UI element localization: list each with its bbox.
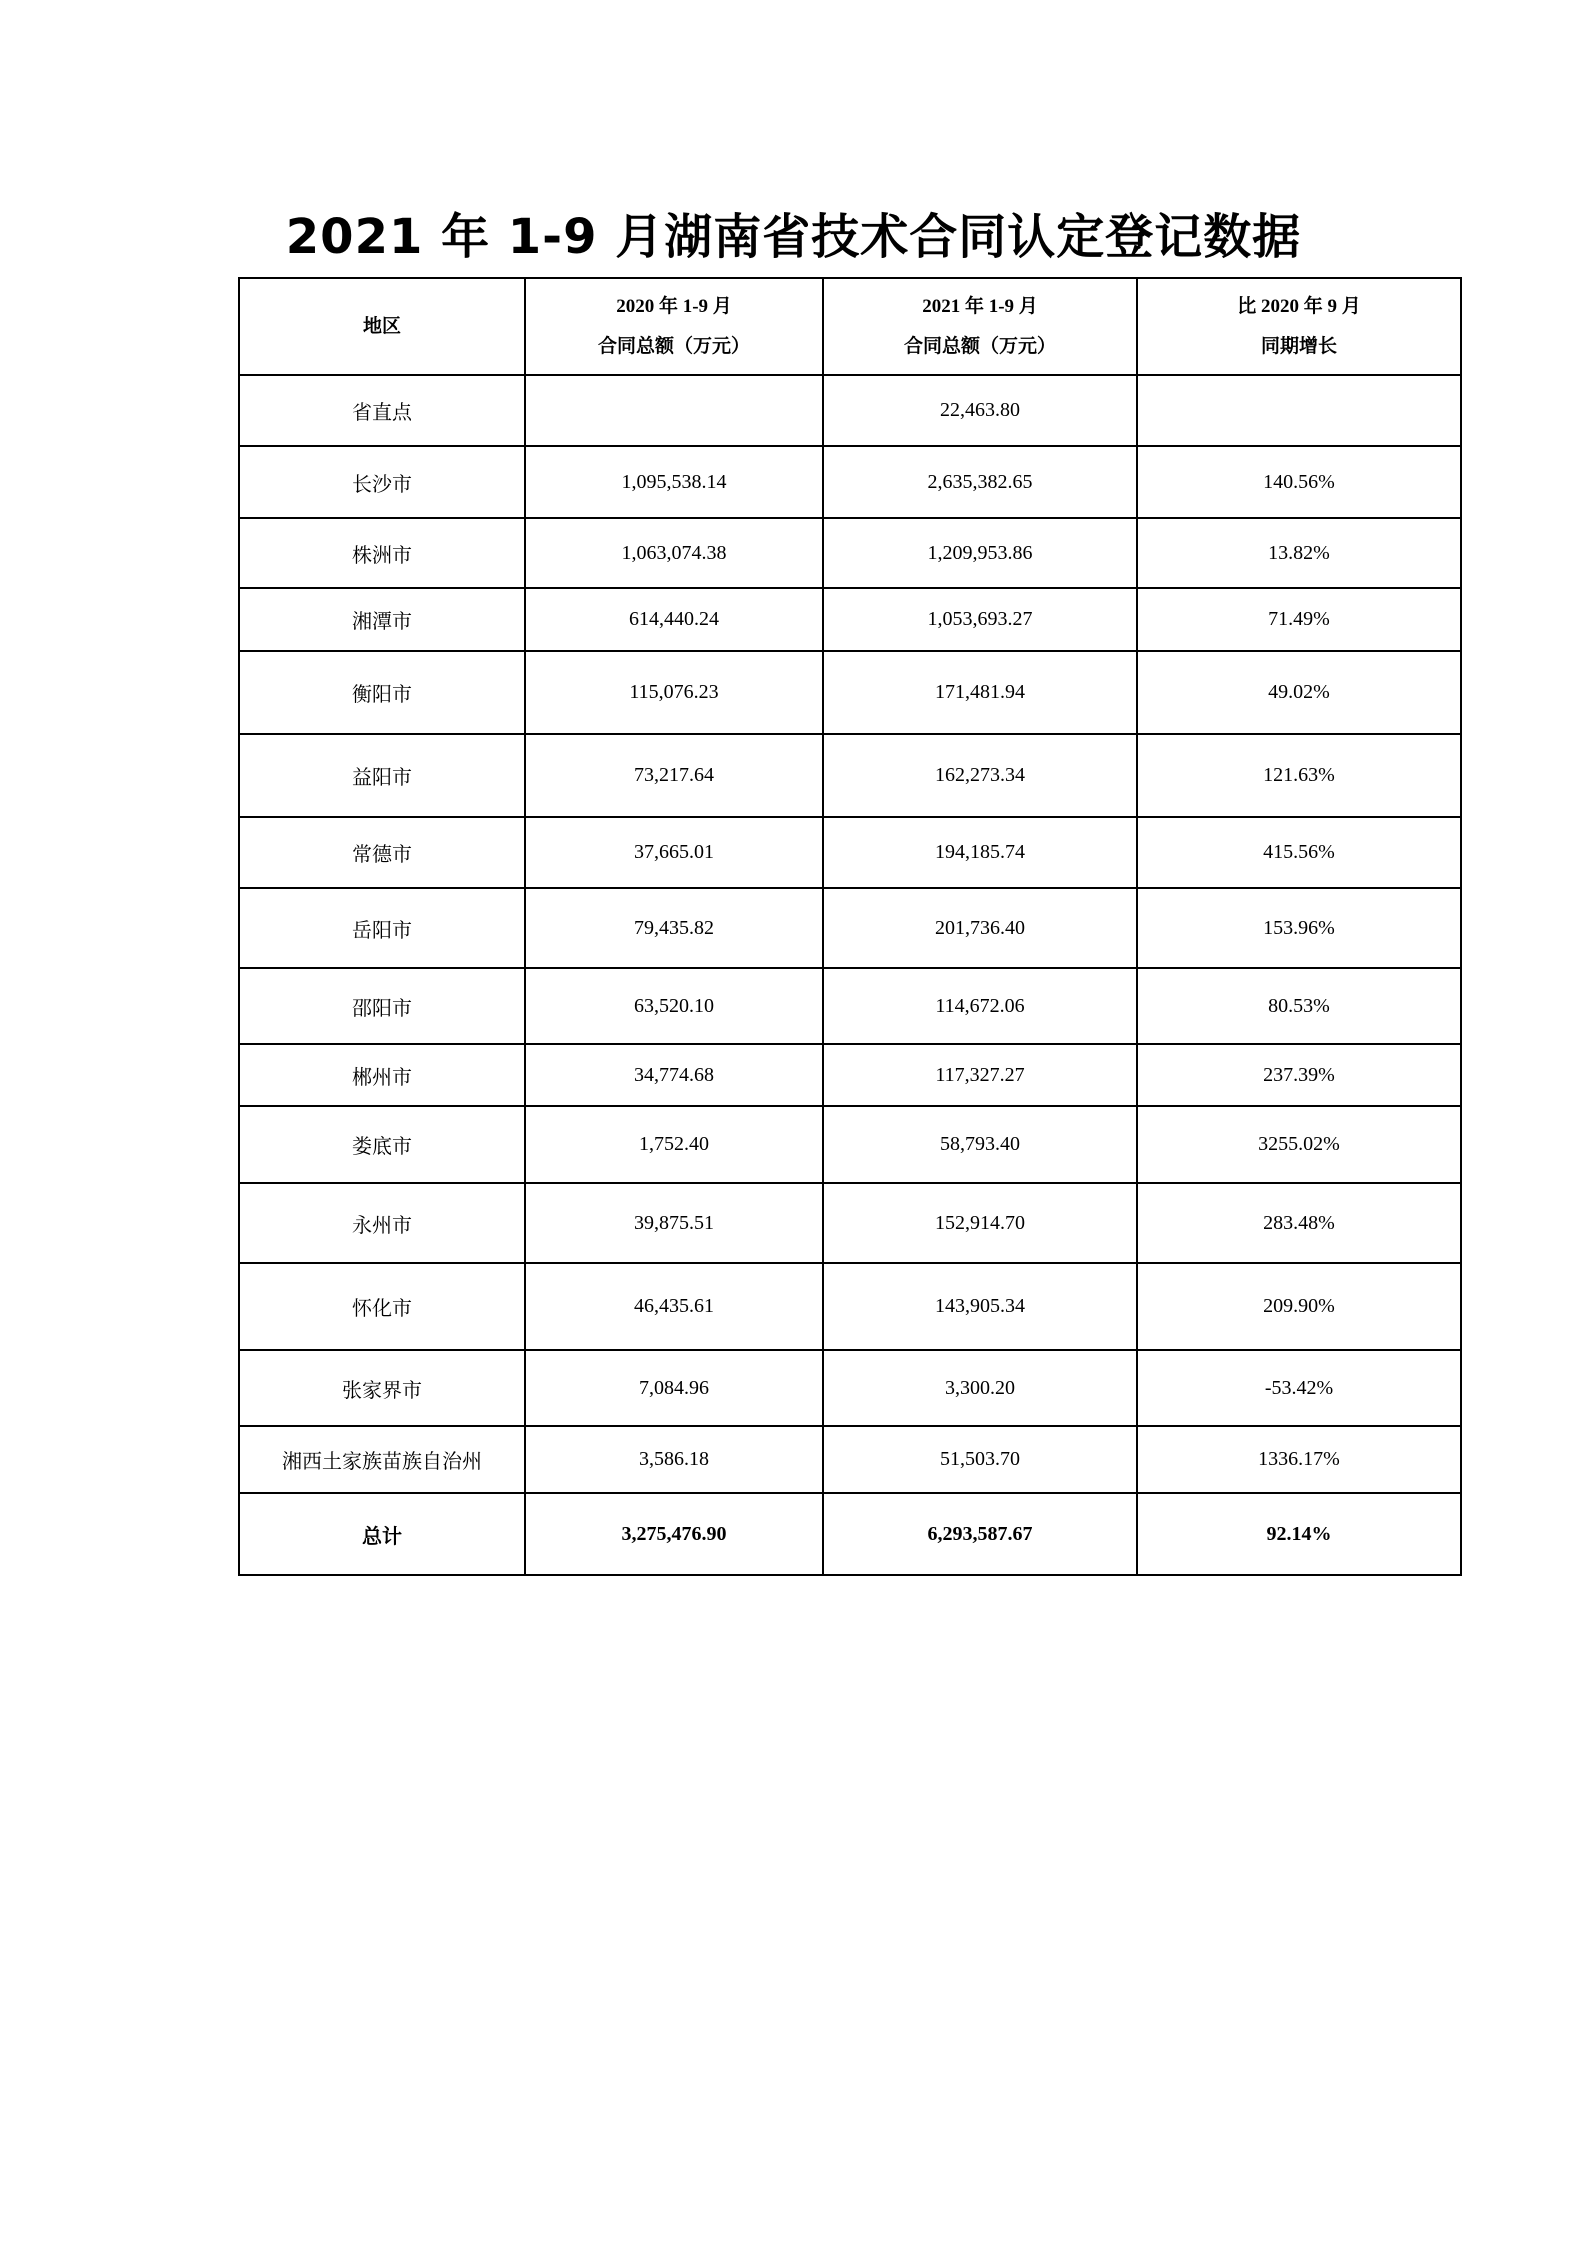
cell-growth: 80.53% <box>1137 968 1461 1044</box>
cell-amount-2021: 1,209,953.86 <box>823 518 1137 588</box>
cell-amount-2020 <box>525 375 823 446</box>
table-row <box>239 888 1461 968</box>
cell-region: 张家界市 <box>239 1350 525 1426</box>
cell-growth: 71.49% <box>1137 588 1461 651</box>
table-row <box>239 375 1461 446</box>
cell-amount-2021: 22,463.80 <box>823 375 1137 446</box>
cell-amount-2020: 614,440.24 <box>525 588 823 651</box>
cell-amount-2021: 152,914.70 <box>823 1183 1137 1263</box>
cell-amount-2020: 39,875.51 <box>525 1183 823 1263</box>
cell-region: 衡阳市 <box>239 651 525 734</box>
cell-amount-2021: 201,736.40 <box>823 888 1137 968</box>
cell-region: 常德市 <box>239 817 525 888</box>
table-row <box>239 1350 1461 1426</box>
total-amount-2021: 6,293,587.67 <box>823 1493 1137 1575</box>
cell-growth: 237.39% <box>1137 1044 1461 1106</box>
cell-region: 娄底市 <box>239 1106 525 1183</box>
cell-growth: -53.42% <box>1137 1350 1461 1426</box>
contract-data-table <box>238 277 1462 1576</box>
cell-growth: 49.02% <box>1137 651 1461 734</box>
cell-region: 长沙市 <box>239 446 525 518</box>
table-row <box>239 1183 1461 1263</box>
table-row <box>239 1426 1461 1493</box>
cell-growth <box>1137 375 1461 446</box>
cell-amount-2020: 79,435.82 <box>525 888 823 968</box>
cell-growth: 3255.02% <box>1137 1106 1461 1183</box>
cell-growth: 140.56% <box>1137 446 1461 518</box>
table-row <box>239 651 1461 734</box>
cell-amount-2021: 162,273.34 <box>823 734 1137 817</box>
cell-amount-2020: 34,774.68 <box>525 1044 823 1106</box>
total-amount-2020: 3,275,476.90 <box>525 1493 823 1575</box>
cell-region: 株洲市 <box>239 518 525 588</box>
cell-amount-2021: 117,327.27 <box>823 1044 1137 1106</box>
cell-amount-2020: 37,665.01 <box>525 817 823 888</box>
cell-amount-2020: 115,076.23 <box>525 651 823 734</box>
total-region: 总计 <box>239 1493 525 1575</box>
cell-region: 怀化市 <box>239 1263 525 1350</box>
header-amount-2020: 2020 年 1-9 月 合同总额（万元） <box>525 278 823 375</box>
table-total-row <box>239 1493 1461 1575</box>
cell-amount-2020: 7,084.96 <box>525 1350 823 1426</box>
cell-amount-2020: 1,752.40 <box>525 1106 823 1183</box>
cell-region: 湘潭市 <box>239 588 525 651</box>
cell-growth: 209.90% <box>1137 1263 1461 1350</box>
cell-amount-2021: 3,300.20 <box>823 1350 1137 1426</box>
cell-amount-2021: 114,672.06 <box>823 968 1137 1044</box>
cell-amount-2021: 51,503.70 <box>823 1426 1137 1493</box>
cell-region: 益阳市 <box>239 734 525 817</box>
total-growth: 92.14% <box>1137 1493 1461 1575</box>
table-row <box>239 968 1461 1044</box>
cell-region: 邵阳市 <box>239 968 525 1044</box>
page-title: 2021 年 1-9 月湖南省技术合同认定登记数据 <box>285 209 1302 265</box>
cell-growth: 283.48% <box>1137 1183 1461 1263</box>
cell-amount-2020: 3,586.18 <box>525 1426 823 1493</box>
table-row <box>239 518 1461 588</box>
cell-amount-2020: 73,217.64 <box>525 734 823 817</box>
cell-growth: 121.63% <box>1137 734 1461 817</box>
header-region: 地区 <box>239 278 525 375</box>
cell-amount-2021: 58,793.40 <box>823 1106 1137 1183</box>
cell-amount-2021: 171,481.94 <box>823 651 1137 734</box>
table-row <box>239 734 1461 817</box>
cell-amount-2021: 2,635,382.65 <box>823 446 1137 518</box>
cell-amount-2020: 63,520.10 <box>525 968 823 1044</box>
cell-amount-2021: 194,185.74 <box>823 817 1137 888</box>
cell-region: 永州市 <box>239 1183 525 1263</box>
cell-growth: 1336.17% <box>1137 1426 1461 1493</box>
header-growth: 比 2020 年 9 月 同期增长 <box>1137 278 1461 375</box>
cell-growth: 415.56% <box>1137 817 1461 888</box>
table-row <box>239 1263 1461 1350</box>
cell-region: 郴州市 <box>239 1044 525 1106</box>
cell-amount-2021: 1,053,693.27 <box>823 588 1137 651</box>
cell-region: 湘西土家族苗族自治州 <box>239 1426 525 1493</box>
table-row <box>239 1044 1461 1106</box>
cell-amount-2020: 1,095,538.14 <box>525 446 823 518</box>
cell-growth: 13.82% <box>1137 518 1461 588</box>
table-header-row <box>239 278 1461 375</box>
cell-growth: 153.96% <box>1137 888 1461 968</box>
cell-amount-2020: 46,435.61 <box>525 1263 823 1350</box>
table-row <box>239 817 1461 888</box>
cell-amount-2020: 1,063,074.38 <box>525 518 823 588</box>
cell-region: 岳阳市 <box>239 888 525 968</box>
table-row <box>239 1106 1461 1183</box>
cell-amount-2021: 143,905.34 <box>823 1263 1137 1350</box>
cell-region: 省直点 <box>239 375 525 446</box>
table-row <box>239 446 1461 518</box>
header-amount-2021: 2021 年 1-9 月 合同总额（万元） <box>823 278 1137 375</box>
table-row <box>239 588 1461 651</box>
